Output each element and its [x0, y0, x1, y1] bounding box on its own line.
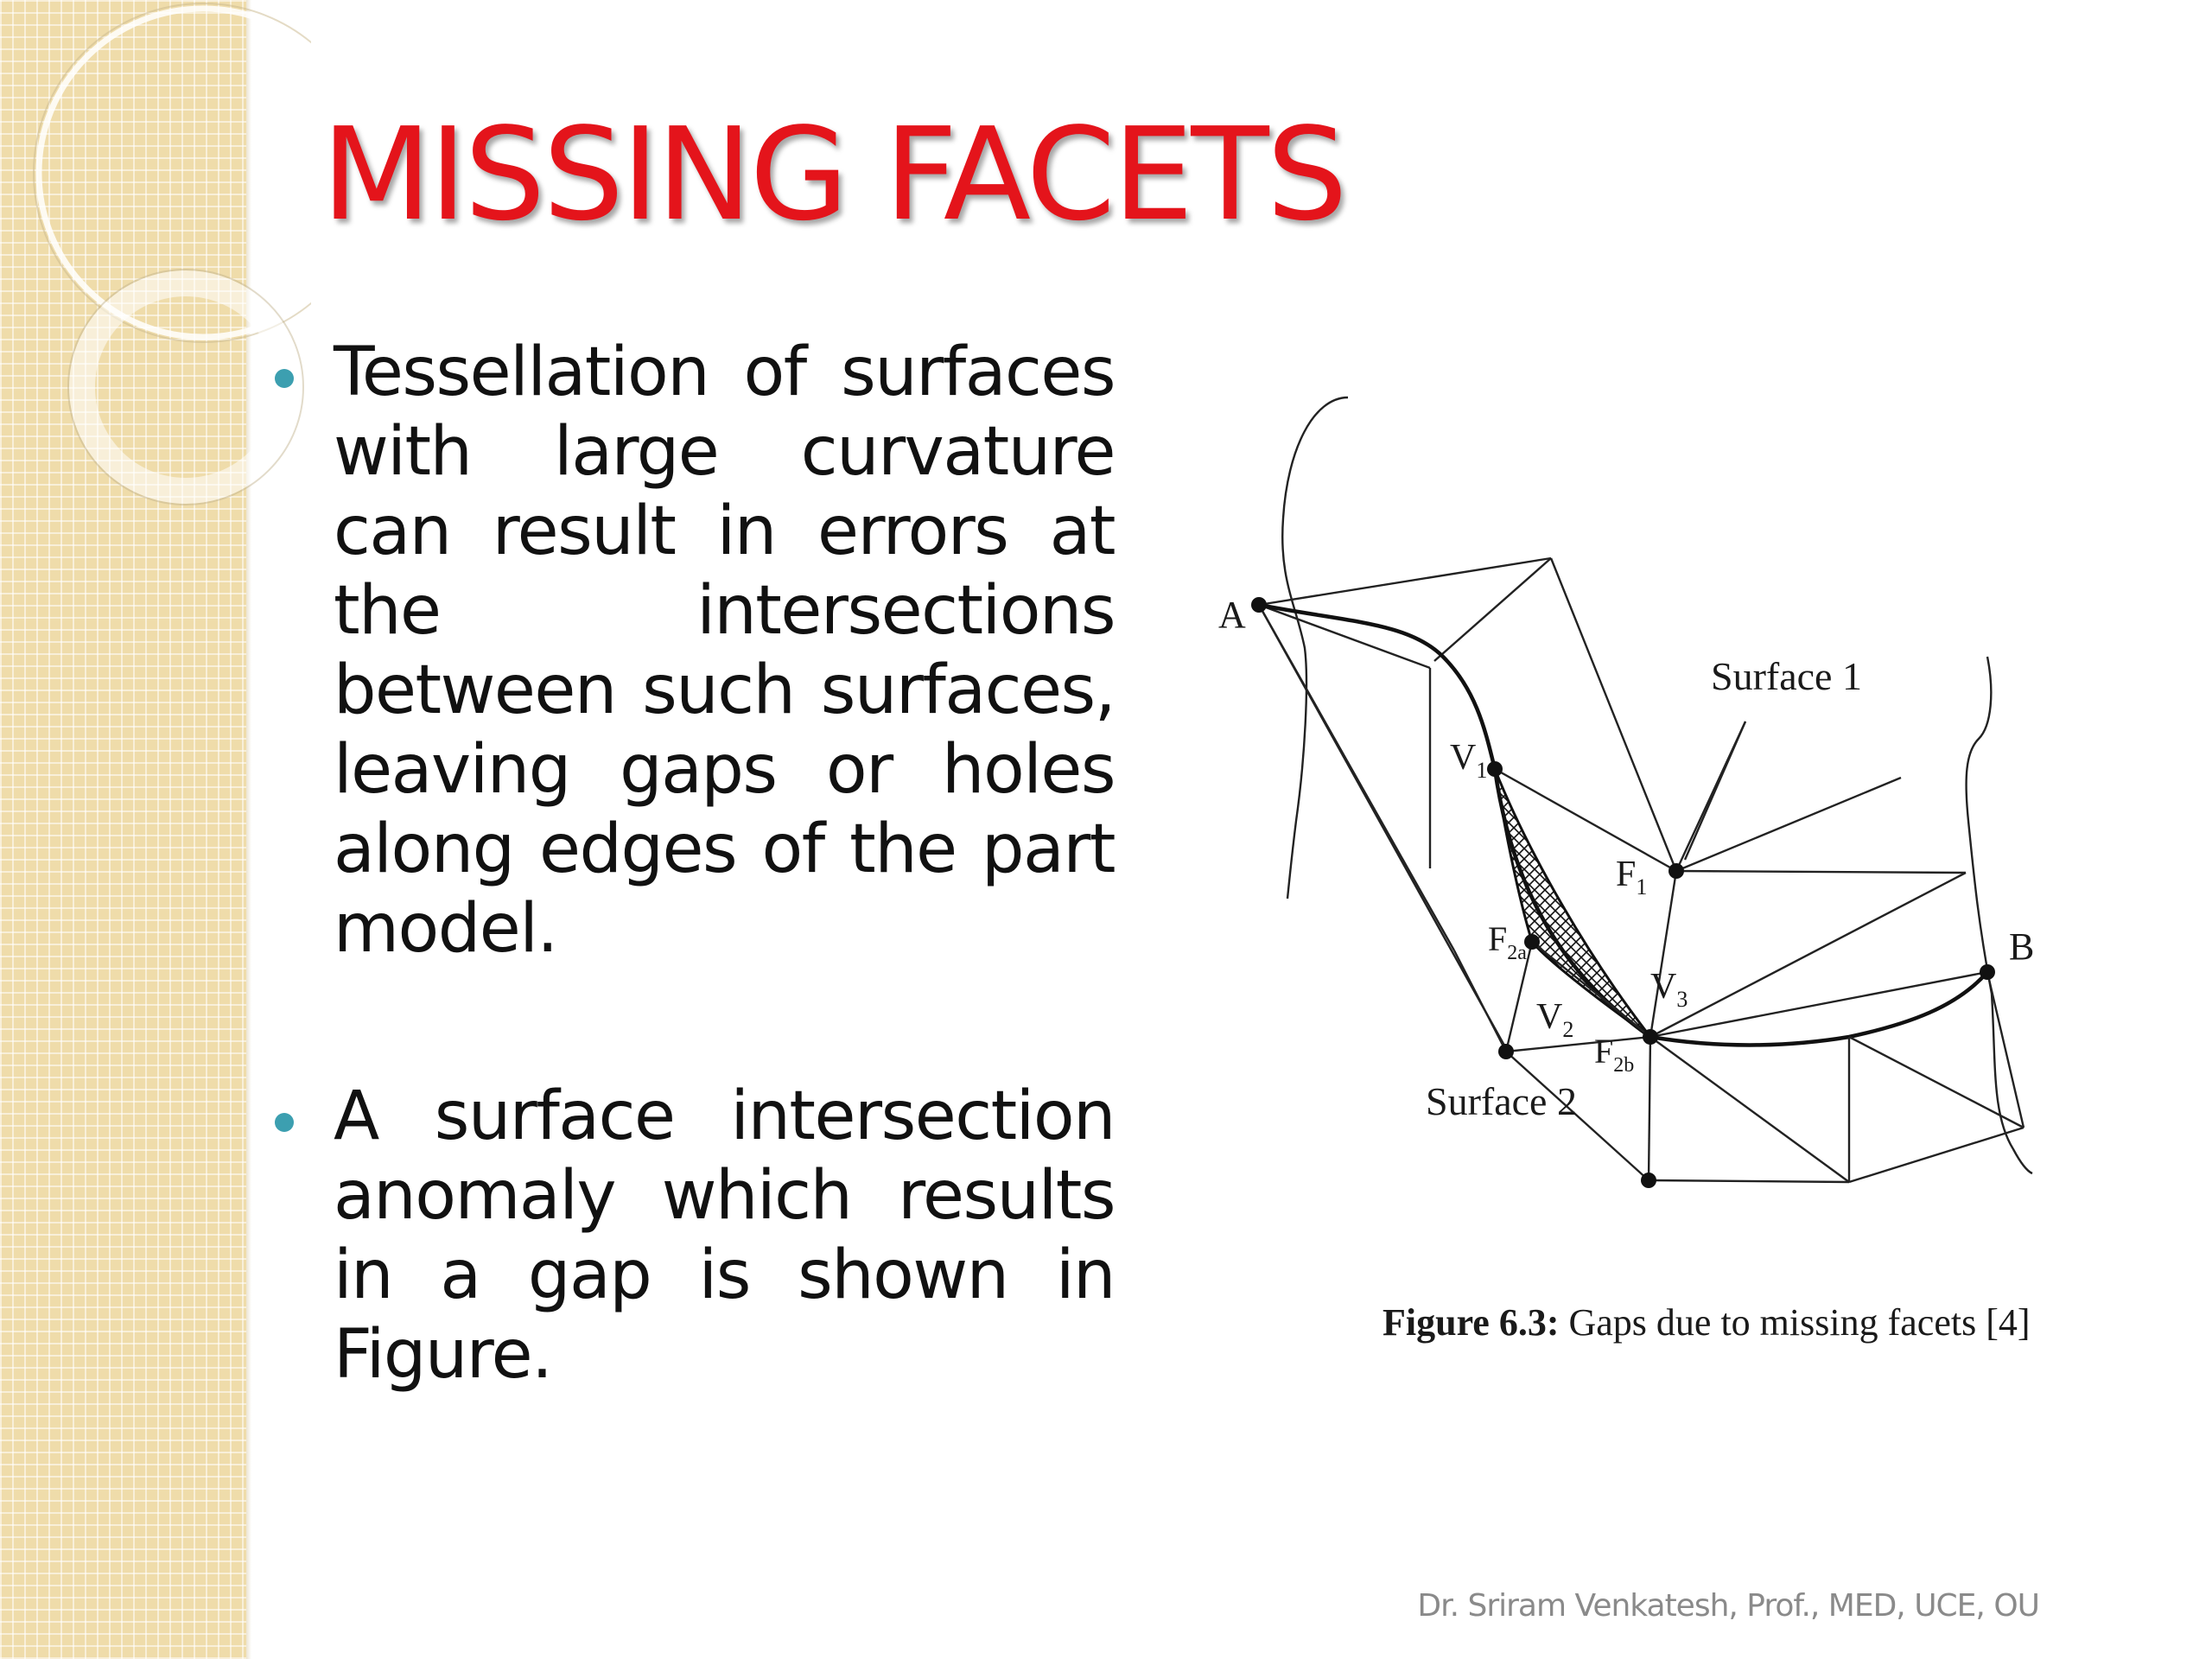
- vertex-b-point: [1980, 964, 1995, 980]
- label-b: B: [2009, 925, 2035, 968]
- label-surface2: Surface 2: [1426, 1079, 1577, 1123]
- label-surface1: Surface 1: [1711, 654, 1862, 698]
- figure-caption: Figure 6.3: Gaps due to missing facets [4]: [1382, 1301, 2031, 1344]
- bullet-list: [259, 333, 1115, 1395]
- vertex-bottom-point: [1641, 1173, 1656, 1188]
- surface1-left-boundary: [1282, 397, 1348, 899]
- bullet-item: [259, 333, 1115, 969]
- bullet-dot-icon: [275, 369, 294, 388]
- slide-title: MISSING FACETS: [321, 100, 1345, 249]
- vertex-v3-point: [1643, 1029, 1658, 1045]
- vertex-v2-point: [1498, 1044, 1514, 1059]
- bullet-item: [259, 1077, 1115, 1395]
- vertex-a-point: [1251, 597, 1267, 613]
- surface1-mesh-lines: [1259, 558, 1987, 1052]
- bullet-dot-icon: [275, 1113, 294, 1132]
- label-f1: $F_1$: [1616, 855, 1648, 899]
- deco-ring-small: [82, 283, 289, 491]
- right-intersection-edge: [1650, 972, 1987, 1045]
- bullet-text: Tessellation of surfaces with large curvature can result in errors at the intersections between such surfaces, leaving gaps or holes along edges of the part model.: [334, 334, 1115, 968]
- label-v2: $V_2$: [1536, 997, 1574, 1042]
- label-a: A: [1218, 594, 1246, 636]
- vertex-f1-point: [1669, 863, 1684, 879]
- label-f2a: $F_{2a}$: [1488, 919, 1527, 964]
- bullet-text: A surface intersection anomaly which results in a gap is shown in Figure.: [334, 1077, 1115, 1394]
- label-v3: $V_3$: [1650, 967, 1688, 1012]
- label-v1: $V_1$: [1450, 738, 1488, 783]
- surface1-leader-line: [1685, 721, 1745, 860]
- surface2-right-boundary: [1967, 657, 2035, 1173]
- slide-footer: Dr. Sriram Venkatesh, Prof., MED, UCE, OU: [1417, 1588, 2039, 1624]
- label-f2b: $F_{2b}$: [1594, 1032, 1635, 1077]
- vertex-v1-point: [1487, 761, 1503, 777]
- missing-facets-figure: [1192, 372, 2082, 1365]
